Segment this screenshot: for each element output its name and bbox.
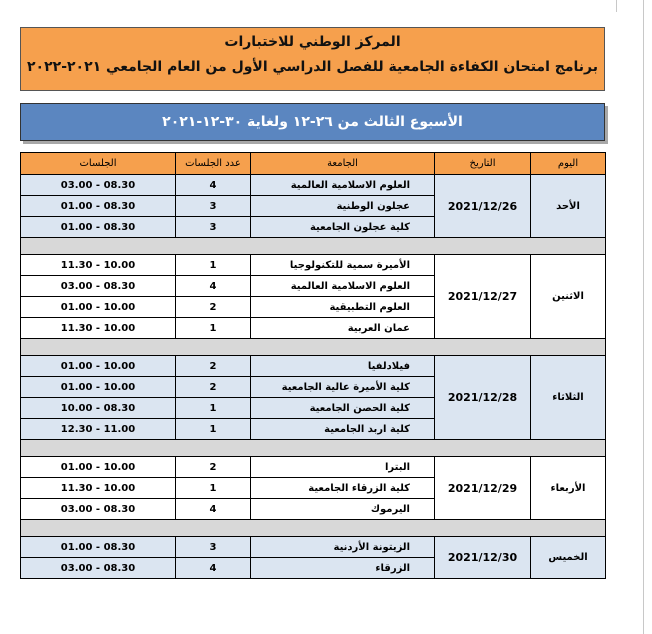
- university-cell: عجلون الوطنية: [251, 196, 435, 217]
- sessions-count-cell: 3: [176, 217, 251, 238]
- separator-cell: [176, 520, 251, 537]
- sessions-time-cell: 10.00 - 01.00: [21, 377, 176, 398]
- separator-cell: [21, 238, 176, 255]
- day-cell: الأحد: [531, 175, 606, 238]
- university-cell: العلوم التطبيقية: [251, 297, 435, 318]
- sessions-count-cell: 3: [176, 196, 251, 217]
- sessions-time-cell: 08.30 - 03.00: [21, 175, 176, 196]
- day-separator-row: [21, 238, 606, 255]
- sessions-time-cell: 08.30 - 01.00: [21, 537, 176, 558]
- header-sessions-count: عدد الجلسات: [176, 153, 251, 175]
- sessions-time-cell: 10.00 - 11.30: [21, 318, 176, 339]
- separator-cell: [251, 520, 435, 537]
- page-edge-mark: [616, 0, 617, 12]
- sessions-time-cell: 08.30 - 03.00: [21, 276, 176, 297]
- separator-cell: [176, 339, 251, 356]
- separator-cell: [21, 440, 176, 457]
- separator-cell: [531, 339, 606, 356]
- sessions-count-cell: 3: [176, 537, 251, 558]
- university-cell: فيلادلفيا: [251, 356, 435, 377]
- separator-cell: [531, 520, 606, 537]
- table-row: [21, 457, 606, 478]
- day-separator-row: [21, 520, 606, 537]
- table-row: [21, 356, 606, 377]
- university-cell: عمان العربية: [251, 318, 435, 339]
- separator-cell: [21, 520, 176, 537]
- university-cell: الزيتونة الأردنية: [251, 537, 435, 558]
- schedule-table: [20, 152, 606, 579]
- header-date: التاريخ: [435, 153, 531, 175]
- header-sessions: الجلسات: [21, 153, 176, 175]
- sessions-time-cell: 08.30 - 01.00: [21, 217, 176, 238]
- day-cell: الثلاثاء: [531, 356, 606, 440]
- week-title: الأسبوع الثالث من ٢٦-١٢ ولغاية ٣٠-١٢-٢٠٢١: [20, 103, 605, 141]
- page-edge-line: [643, 0, 644, 634]
- university-cell: كلية اربد الجامعية: [251, 419, 435, 440]
- table-row: [21, 537, 606, 558]
- university-cell: كلية الزرقاء الجامعية: [251, 478, 435, 499]
- separator-cell: [176, 238, 251, 255]
- table-row: [21, 255, 606, 276]
- separator-cell: [251, 440, 435, 457]
- date-cell: 2021/12/30: [435, 537, 531, 579]
- sessions-count-cell: 1: [176, 398, 251, 419]
- sessions-time-cell: 10.00 - 11.30: [21, 478, 176, 499]
- sessions-time-cell: 08.30 - 01.00: [21, 196, 176, 217]
- sessions-time-cell: 11.00 - 12.30: [21, 419, 176, 440]
- university-cell: العلوم الاسلامية العالمية: [251, 276, 435, 297]
- date-cell: 2021/12/27: [435, 255, 531, 339]
- separator-cell: [435, 339, 531, 356]
- separator-cell: [531, 238, 606, 255]
- day-cell: الأربعاء: [531, 457, 606, 520]
- sessions-time-cell: 08.30 - 03.00: [21, 558, 176, 579]
- date-cell: 2021/12/29: [435, 457, 531, 520]
- center-name: المركز الوطني للاختبارات: [224, 34, 401, 50]
- sessions-count-cell: 1: [176, 478, 251, 499]
- header-university: الجامعة: [251, 153, 435, 175]
- sessions-time-cell: 10.00 - 01.00: [21, 356, 176, 377]
- separator-cell: [435, 440, 531, 457]
- sessions-count-cell: 4: [176, 175, 251, 196]
- day-separator-row: [21, 440, 606, 457]
- sessions-count-cell: 4: [176, 499, 251, 520]
- day-separator-row: [21, 339, 606, 356]
- separator-cell: [251, 238, 435, 255]
- table-row: [21, 175, 606, 196]
- day-cell: الخميس: [531, 537, 606, 579]
- sessions-count-cell: 2: [176, 356, 251, 377]
- sessions-time-cell: 08.30 - 10.00: [21, 398, 176, 419]
- header-day: اليوم: [531, 153, 606, 175]
- university-cell: الزرقاء: [251, 558, 435, 579]
- university-cell: كلية الأميرة عالية الجامعية: [251, 377, 435, 398]
- schedule-body: [21, 175, 606, 579]
- day-cell: الاثنين: [531, 255, 606, 339]
- date-cell: 2021/12/28: [435, 356, 531, 440]
- sessions-count-cell: 2: [176, 457, 251, 478]
- separator-cell: [531, 440, 606, 457]
- sessions-count-cell: 4: [176, 558, 251, 579]
- sessions-count-cell: 4: [176, 276, 251, 297]
- sessions-time-cell: 08.30 - 03.00: [21, 499, 176, 520]
- sessions-time-cell: 10.00 - 11.30: [21, 255, 176, 276]
- separator-cell: [435, 238, 531, 255]
- separator-cell: [251, 339, 435, 356]
- university-cell: البترا: [251, 457, 435, 478]
- program-title: برنامج امتحان الكفاءة الجامعية للفصل الدراسي الأول من العام الجامعي ٢٠٢١-٢٠٢٢: [27, 59, 598, 75]
- sessions-time-cell: 10.00 - 01.00: [21, 297, 176, 318]
- university-cell: كلية الحصن الجامعية: [251, 398, 435, 419]
- separator-cell: [435, 520, 531, 537]
- separator-cell: [21, 339, 176, 356]
- university-cell: الأميرة سمية للتكنولوجيا: [251, 255, 435, 276]
- table-header-row: [21, 153, 606, 175]
- university-cell: العلوم الاسلامية العالمية: [251, 175, 435, 196]
- sessions-count-cell: 1: [176, 255, 251, 276]
- sessions-time-cell: 10.00 - 01.00: [21, 457, 176, 478]
- university-cell: كلية عجلون الجامعية: [251, 217, 435, 238]
- separator-cell: [176, 440, 251, 457]
- university-cell: اليرموك: [251, 499, 435, 520]
- sessions-count-cell: 2: [176, 297, 251, 318]
- sessions-count-cell: 1: [176, 419, 251, 440]
- sessions-count-cell: 1: [176, 318, 251, 339]
- schedule-title-box: [20, 27, 605, 91]
- date-cell: 2021/12/26: [435, 175, 531, 238]
- sessions-count-cell: 2: [176, 377, 251, 398]
